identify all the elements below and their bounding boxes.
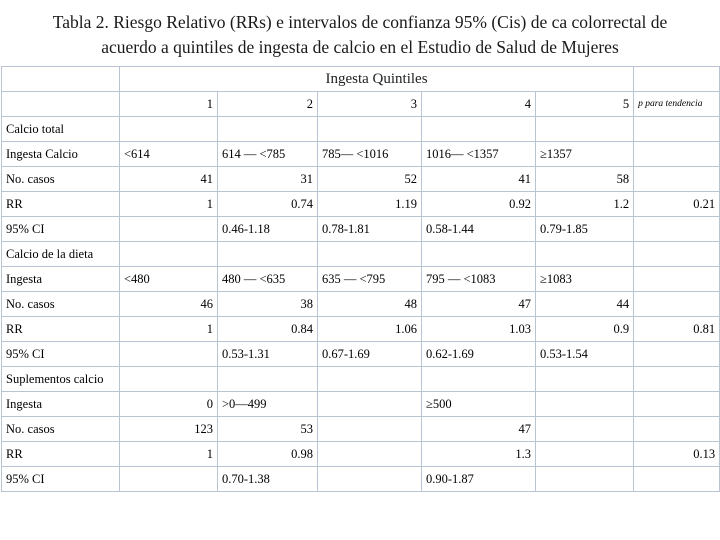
cell-q5: 44	[536, 292, 634, 317]
spacer-cell	[218, 367, 318, 392]
row-label: 95% CI	[2, 467, 120, 492]
cell-q1: <614	[120, 142, 218, 167]
cell-p-trend	[634, 167, 720, 192]
table-row	[2, 267, 720, 292]
cell-q5: 1.2	[536, 192, 634, 217]
spacer-cell	[120, 242, 218, 267]
cell-q4: 0.90-1.87	[422, 467, 536, 492]
cell-q4: 47	[422, 292, 536, 317]
cell-q2: 0.74	[218, 192, 318, 217]
section-header-row	[2, 367, 720, 392]
spacer-cell	[120, 367, 218, 392]
cell-q3: 48	[318, 292, 422, 317]
cell-p-trend	[634, 342, 720, 367]
cell-q2: 480 — <635	[218, 267, 318, 292]
table-row	[2, 292, 720, 317]
spacer-cell	[318, 242, 422, 267]
cell-q2: >0—499	[218, 392, 318, 417]
cell-p-trend	[634, 392, 720, 417]
table-row	[2, 142, 720, 167]
row-label: 95% CI	[2, 342, 120, 367]
corner-cell-right	[634, 67, 720, 92]
cell-q2: 0.84	[218, 317, 318, 342]
cell-p-trend	[634, 292, 720, 317]
results-table	[1, 66, 720, 492]
cell-q5: 0.9	[536, 317, 634, 342]
cell-p-trend	[634, 142, 720, 167]
cell-q1: 0	[120, 392, 218, 417]
cell-q5: 0.53-1.54	[536, 342, 634, 367]
section-title: Calcio total	[2, 117, 120, 142]
cell-p-trend: 0.81	[634, 317, 720, 342]
cell-q5: 58	[536, 167, 634, 192]
cell-q4: 47	[422, 417, 536, 442]
cell-q4: 0.62-1.69	[422, 342, 536, 367]
cell-q1: 1	[120, 317, 218, 342]
row-label: No. casos	[2, 292, 120, 317]
cell-q3	[318, 442, 422, 467]
spacer-cell	[422, 117, 536, 142]
table-row	[2, 342, 720, 367]
cell-q5: 0.79-1.85	[536, 217, 634, 242]
cell-q2: 53	[218, 417, 318, 442]
cell-p-trend	[634, 417, 720, 442]
cell-q1	[120, 217, 218, 242]
row-label: Ingesta Calcio	[2, 142, 120, 167]
row-label: RR	[2, 192, 120, 217]
cell-q2: 38	[218, 292, 318, 317]
cell-q5	[536, 467, 634, 492]
table-row	[2, 467, 720, 492]
cell-q1: 1	[120, 442, 218, 467]
table-row	[2, 167, 720, 192]
table-row	[2, 317, 720, 342]
cell-q5	[536, 417, 634, 442]
spacer-cell	[218, 242, 318, 267]
cell-p-trend: 0.21	[634, 192, 720, 217]
table-row	[2, 392, 720, 417]
spacer-cell	[120, 117, 218, 142]
cell-q3: 1.19	[318, 192, 422, 217]
spacer-cell	[634, 367, 720, 392]
header-quintile-4: 4	[422, 92, 536, 117]
header-quintile-5: 5	[536, 92, 634, 117]
row-label: No. casos	[2, 167, 120, 192]
row-label: RR	[2, 442, 120, 467]
table-group-header-row	[2, 67, 720, 92]
table-row	[2, 217, 720, 242]
cell-q4: 1016— <1357	[422, 142, 536, 167]
cell-q3	[318, 392, 422, 417]
group-header-ingesta-quintiles: Ingesta Quintiles	[120, 67, 634, 92]
cell-q5: ≥1357	[536, 142, 634, 167]
table-row	[2, 442, 720, 467]
table-row	[2, 417, 720, 442]
row-label: 95% CI	[2, 217, 120, 242]
section-header-row	[2, 117, 720, 142]
spacer-cell	[536, 117, 634, 142]
corner-cell	[2, 67, 120, 92]
section-title: Calcio de la dieta	[2, 242, 120, 267]
row-label: No. casos	[2, 417, 120, 442]
cell-q1: 1	[120, 192, 218, 217]
spacer-cell	[318, 117, 422, 142]
cell-p-trend: 0.13	[634, 442, 720, 467]
table-row	[2, 192, 720, 217]
row-label: Ingesta	[2, 267, 120, 292]
cell-q2: 0.46-1.18	[218, 217, 318, 242]
cell-q1	[120, 342, 218, 367]
cell-q3: 785— <1016	[318, 142, 422, 167]
cell-q2: 31	[218, 167, 318, 192]
cell-q2: 0.53-1.31	[218, 342, 318, 367]
cell-q4: 1.3	[422, 442, 536, 467]
cell-q3: 1.06	[318, 317, 422, 342]
cell-p-trend	[634, 467, 720, 492]
spacer-cell	[536, 367, 634, 392]
cell-q4: 41	[422, 167, 536, 192]
cell-q1: <480	[120, 267, 218, 292]
cell-q1: 123	[120, 417, 218, 442]
spacer-cell	[536, 242, 634, 267]
section-header-row	[2, 242, 720, 267]
cell-q3: 52	[318, 167, 422, 192]
cell-q3	[318, 467, 422, 492]
cell-q2: 614 — <785	[218, 142, 318, 167]
spacer-cell	[422, 367, 536, 392]
header-quintile-2: 2	[218, 92, 318, 117]
header-blank	[2, 92, 120, 117]
spacer-cell	[218, 117, 318, 142]
cell-q1: 41	[120, 167, 218, 192]
cell-q4: 1.03	[422, 317, 536, 342]
cell-q4: 795 — <1083	[422, 267, 536, 292]
header-quintile-1: 1	[120, 92, 218, 117]
cell-q5	[536, 392, 634, 417]
section-title: Suplementos calcio	[2, 367, 120, 392]
cell-q3: 0.78-1.81	[318, 217, 422, 242]
table-column-header-row	[2, 92, 720, 117]
cell-q3	[318, 417, 422, 442]
row-label: Ingesta	[2, 392, 120, 417]
page-title: Tabla 2. Riesgo Relativo (RRs) e intervalos de confianza 95% (Cis) de ca colorrectal de acuerdo a quintiles de ingesta de calcio en el Estudio de Salud de Mujeres	[52, 12, 668, 57]
cell-q1	[120, 467, 218, 492]
cell-p-trend	[634, 217, 720, 242]
spacer-cell	[634, 117, 720, 142]
cell-q3: 0.67-1.69	[318, 342, 422, 367]
spacer-cell	[318, 367, 422, 392]
cell-q2: 0.70-1.38	[218, 467, 318, 492]
header-p-trend: p para tendencia	[634, 92, 720, 117]
cell-q2: 0.98	[218, 442, 318, 467]
spacer-cell	[422, 242, 536, 267]
table-body	[2, 67, 720, 492]
cell-q4: 0.92	[422, 192, 536, 217]
cell-q4: 0.58-1.44	[422, 217, 536, 242]
spacer-cell	[634, 242, 720, 267]
cell-q5	[536, 442, 634, 467]
header-quintile-3: 3	[318, 92, 422, 117]
row-label: RR	[2, 317, 120, 342]
cell-q1: 46	[120, 292, 218, 317]
cell-p-trend	[634, 267, 720, 292]
cell-q4: ≥500	[422, 392, 536, 417]
cell-q5: ≥1083	[536, 267, 634, 292]
cell-q3: 635 — <795	[318, 267, 422, 292]
